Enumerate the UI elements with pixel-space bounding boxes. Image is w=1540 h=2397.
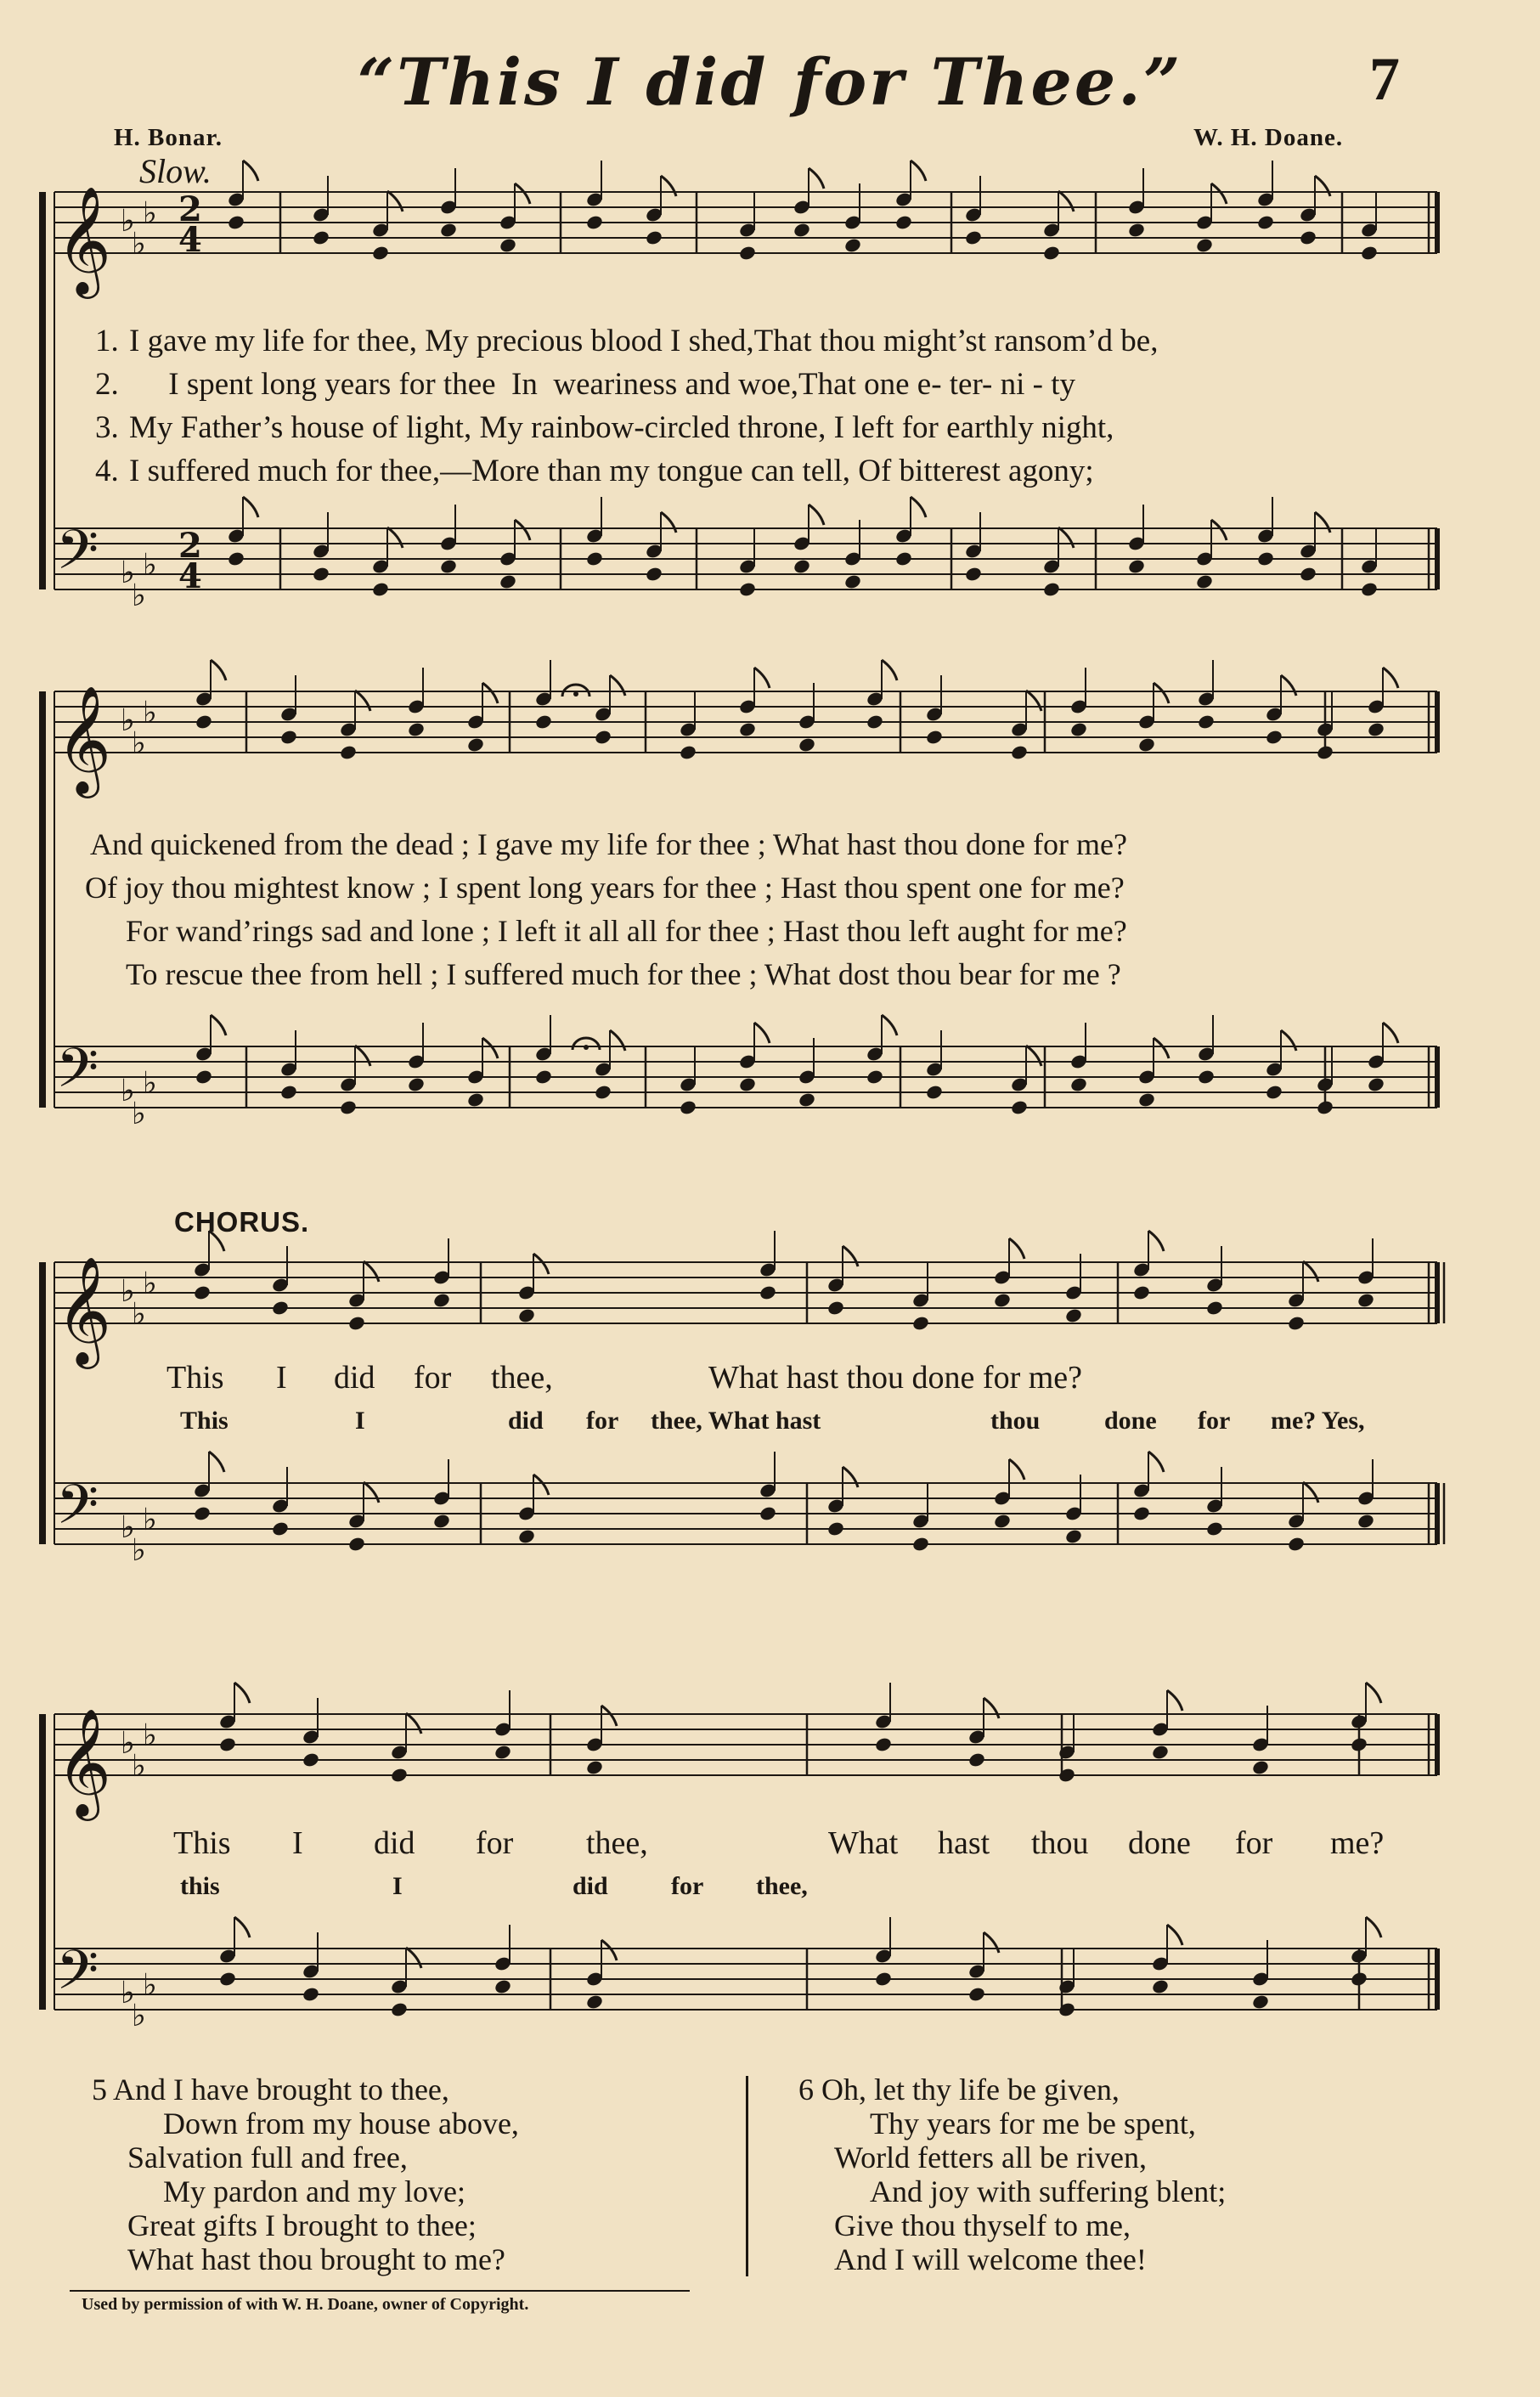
- verse-1-line-b: And quickened from the dead ; I gave my life for thee ; What hast thou done for me?: [90, 827, 1127, 861]
- stanza-5: [92, 2073, 519, 2276]
- note-head: [1064, 1307, 1083, 1324]
- stanza-line: Thy years for me be spent,: [870, 2107, 1196, 2140]
- system-4-bass-staff: [54, 1949, 1437, 2010]
- treble-clef-icon: 𝄞: [56, 1255, 112, 1364]
- note-head: [793, 558, 811, 575]
- note-head: [347, 1536, 366, 1553]
- time-signature: 4: [178, 556, 202, 596]
- note-head: [1256, 214, 1275, 231]
- stanza-line: Great gifts I brought to thee;: [127, 2208, 477, 2242]
- note-head: [1367, 1076, 1385, 1093]
- stanza-line: My pardon and my love;: [163, 2174, 465, 2208]
- chorus-bass-word: thee,: [756, 1872, 808, 1900]
- chorus-bass-word: for: [671, 1872, 704, 1900]
- note-flag: [661, 176, 676, 196]
- flat-icon: ♭: [132, 578, 146, 613]
- note-head: [195, 713, 213, 730]
- stanza-divider: [746, 2076, 748, 2276]
- note-head: [499, 573, 517, 590]
- stanza-line: And I have brought to thee,: [113, 2073, 449, 2107]
- note-head: [227, 550, 245, 567]
- verse-4-line-a: 4. I suffered much for thee,—More than my tongue can tell, Of bitterest agony;: [95, 454, 1094, 488]
- note-head: [1132, 1284, 1151, 1301]
- note-head: [1205, 1300, 1224, 1317]
- note-flag: [355, 691, 370, 711]
- note-head: [339, 1099, 358, 1116]
- note-flag: [1303, 1482, 1318, 1503]
- note-flag: [533, 1475, 549, 1495]
- note-head: [1151, 1978, 1170, 1995]
- note-flag: [209, 1452, 224, 1472]
- note-flag: [911, 497, 926, 517]
- note-flag: [610, 675, 625, 696]
- note-flag: [984, 1932, 999, 1953]
- note-head: [843, 573, 862, 590]
- flat-icon: ♭: [143, 196, 157, 231]
- note-head: [738, 1076, 757, 1093]
- note-flag: [809, 505, 824, 525]
- note-head: [1069, 1076, 1088, 1093]
- note-flag: [387, 191, 403, 212]
- note-head: [517, 1528, 536, 1545]
- note-head: [645, 229, 663, 246]
- note-head: [1069, 721, 1088, 738]
- note-flag: [882, 1015, 897, 1035]
- note-head: [227, 214, 245, 231]
- note-head: [679, 1099, 697, 1116]
- note-flag: [482, 683, 498, 703]
- note-head: [866, 713, 884, 730]
- note-head: [585, 550, 604, 567]
- flat-icon: ♭: [121, 204, 135, 239]
- note-flag: [1211, 520, 1227, 540]
- note-flag: [984, 1698, 999, 1718]
- note-head: [1251, 1759, 1270, 1776]
- note-head: [1265, 729, 1283, 746]
- note-flag: [1383, 1023, 1398, 1043]
- bass-clef-icon: 𝄢: [56, 1037, 99, 1114]
- note-flag: [1315, 176, 1330, 196]
- note-flag: [406, 1948, 421, 1968]
- note-head: [302, 1986, 320, 2003]
- note-head: [1367, 721, 1385, 738]
- stanza-line: Oh, let thy life be given,: [821, 2073, 1120, 2107]
- note-flag: [243, 161, 258, 181]
- chorus-label: CHORUS.: [174, 1206, 310, 1238]
- stanza-5-number: 5: [92, 2073, 107, 2107]
- verse-2-line-b: Of joy thou mightest know ; I spent long years for thee ; Hast thou spent one for me?: [85, 871, 1125, 905]
- note-head: [1151, 1744, 1170, 1761]
- note-flag: [211, 660, 226, 680]
- note-head: [894, 214, 913, 231]
- chorus-word: for: [414, 1360, 452, 1396]
- page-number: 7: [1369, 45, 1400, 113]
- chorus-word: thee,: [586, 1825, 648, 1861]
- note-head: [1205, 1520, 1224, 1537]
- note-head: [390, 2001, 409, 2018]
- verse-3-line-b: For wand’rings sad and lone ; I left it all all for thee ; Hast thou left aught for me?: [126, 914, 1127, 948]
- chorus-bass-word: done: [1104, 1407, 1157, 1435]
- note-flag: [601, 1706, 617, 1726]
- note-flag: [515, 520, 530, 540]
- note-head: [874, 1736, 893, 1753]
- bass-clef-icon: 𝄢: [56, 1939, 99, 2016]
- note-head: [494, 1978, 512, 1995]
- note-flag: [234, 1683, 250, 1703]
- note-head: [1251, 1994, 1270, 2011]
- note-flag: [1026, 691, 1041, 711]
- note-flag: [601, 1940, 617, 1960]
- note-flag: [387, 527, 403, 548]
- note-head: [466, 736, 485, 753]
- system-3-bass-staff: [54, 1483, 1437, 1544]
- flat-icon: ♭: [121, 1510, 135, 1545]
- stanza-line: World fetters all be riven,: [834, 2140, 1147, 2174]
- time-signature: 2: [178, 526, 202, 566]
- note-head: [534, 713, 553, 730]
- fermata-dot: [584, 1045, 589, 1050]
- note-head: [193, 1284, 212, 1301]
- note-head: [1010, 1099, 1029, 1116]
- note-flag: [234, 1917, 250, 1937]
- note-head: [1127, 222, 1146, 239]
- note-head: [1042, 245, 1061, 262]
- flat-icon: ♭: [121, 556, 135, 590]
- chorus-word: What hast thou done for me?: [708, 1360, 1083, 1396]
- note-head: [1197, 1069, 1216, 1086]
- note-head: [1058, 2001, 1076, 2018]
- chorus-word: hast: [938, 1825, 990, 1861]
- chorus-word: done: [1128, 1825, 1191, 1861]
- note-flag: [809, 168, 824, 189]
- chorus-bass-word: did: [508, 1407, 544, 1435]
- time-signature: 4: [178, 220, 202, 260]
- note-head: [534, 1069, 553, 1086]
- chorus-bass-word: this: [180, 1872, 220, 1900]
- note-head: [1287, 1536, 1306, 1553]
- note-flag: [1154, 683, 1169, 703]
- note-flag: [1281, 675, 1296, 696]
- chorus-word: did: [334, 1360, 375, 1396]
- chorus-word: me?: [1330, 1825, 1385, 1861]
- note-flag: [1154, 1038, 1169, 1058]
- verse-4-line-b: To rescue thee from hell ; I suffered much for thee ; What dost thou bear for me ?: [126, 957, 1121, 991]
- note-head: [874, 1971, 893, 1988]
- note-head: [925, 729, 944, 746]
- note-flag: [1058, 527, 1074, 548]
- note-flag: [364, 1482, 379, 1503]
- note-head: [1316, 744, 1334, 761]
- flat-icon: ♭: [143, 1266, 157, 1301]
- flat-icon: ♭: [121, 1274, 135, 1309]
- note-head: [466, 1091, 485, 1108]
- flat-icon: ♭: [121, 1074, 135, 1108]
- note-flag: [1211, 183, 1227, 204]
- note-head: [967, 1986, 986, 2003]
- note-flag: [1366, 1683, 1381, 1703]
- note-head: [1195, 237, 1214, 254]
- chorus-bass-word: I: [355, 1407, 365, 1435]
- note-head: [195, 1069, 213, 1086]
- note-head: [390, 1767, 409, 1784]
- chorus-bass-word: This: [180, 1407, 228, 1435]
- note-head: [312, 566, 330, 583]
- note-head: [866, 1069, 884, 1086]
- copyright-footnote: Used by permission of with W. H. Doane, owner of Copyright.: [82, 2295, 529, 2314]
- note-head: [1195, 573, 1214, 590]
- note-head: [1360, 245, 1379, 262]
- note-head: [679, 744, 697, 761]
- note-head: [585, 1994, 604, 2011]
- note-head: [1058, 1767, 1076, 1784]
- tempo-marking: Slow.: [139, 152, 212, 190]
- system-2-treble-staff: [54, 691, 1437, 753]
- note-head: [279, 1084, 298, 1101]
- note-flag: [1366, 1917, 1381, 1937]
- note-flag: [364, 1261, 379, 1282]
- note-head: [759, 1505, 777, 1522]
- note-head: [925, 1084, 944, 1101]
- chorus-word: for: [1235, 1825, 1273, 1861]
- bass-clef-icon: 𝄢: [56, 519, 99, 595]
- note-head: [826, 1520, 845, 1537]
- note-head: [1137, 1091, 1156, 1108]
- chorus-word: This: [166, 1360, 224, 1396]
- note-flag: [754, 1023, 770, 1043]
- note-head: [218, 1971, 237, 1988]
- note-head: [1265, 1084, 1283, 1101]
- flat-icon: ♭: [132, 1533, 146, 1568]
- flat-icon: ♭: [143, 696, 157, 730]
- footnote-rule: [70, 2290, 690, 2292]
- system-3-treble-staff: [54, 1262, 1437, 1323]
- stanza-line: And joy with suffering blent;: [870, 2174, 1227, 2208]
- note-head: [594, 1084, 612, 1101]
- stanza-line: Down from my house above,: [163, 2107, 519, 2140]
- treble-clef-icon: 𝄞: [56, 685, 112, 793]
- note-head: [347, 1315, 366, 1332]
- note-head: [911, 1536, 930, 1553]
- stanza-6-number: 6: [798, 2073, 814, 2107]
- flat-icon: ♭: [132, 227, 146, 262]
- flat-icon: ♭: [132, 1999, 146, 2033]
- note-head: [1350, 1971, 1368, 1988]
- stanza-line: Give thou thyself to me,: [834, 2208, 1131, 2242]
- note-head: [312, 229, 330, 246]
- note-flag: [1281, 1030, 1296, 1051]
- note-head: [964, 229, 983, 246]
- chorus-bass-word: thou: [990, 1407, 1041, 1435]
- chorus-word: I: [292, 1825, 303, 1861]
- note-flag: [843, 1246, 858, 1266]
- note-flag: [243, 497, 258, 517]
- note-flag: [1167, 1690, 1182, 1711]
- stanza-line: What hast thou brought to me?: [127, 2242, 505, 2276]
- note-flag: [911, 161, 926, 181]
- note-head: [439, 558, 458, 575]
- note-head: [798, 736, 816, 753]
- verse-2-line-a: 2. I spent long years for thee In weariness and woe,That one e- ter- ni - ty: [95, 367, 1076, 402]
- note-head: [993, 1513, 1012, 1530]
- note-head: [793, 222, 811, 239]
- note-head: [407, 1076, 426, 1093]
- chorus-bass-word: thee, What hast: [651, 1407, 821, 1435]
- flat-icon: ♭: [143, 1718, 157, 1753]
- note-flag: [610, 1030, 625, 1051]
- note-head: [1316, 1099, 1334, 1116]
- note-head: [759, 1284, 777, 1301]
- chorus-bass-word: I: [392, 1872, 403, 1900]
- note-flag: [661, 512, 676, 533]
- note-head: [826, 1300, 845, 1317]
- note-head: [1357, 1513, 1375, 1530]
- flat-icon: ♭: [121, 1976, 135, 2011]
- chorus-word: thou: [1031, 1825, 1089, 1861]
- note-head: [494, 1744, 512, 1761]
- note-flag: [843, 1467, 858, 1487]
- note-flag: [882, 660, 897, 680]
- note-head: [894, 550, 913, 567]
- fermata-dot: [573, 691, 578, 697]
- note-head: [432, 1513, 451, 1530]
- note-head: [967, 1751, 986, 1768]
- stanza-line: Salvation full and free,: [127, 2140, 408, 2174]
- note-head: [1299, 229, 1317, 246]
- note-head: [1127, 558, 1146, 575]
- composer: W. H. Doane.: [1193, 124, 1344, 151]
- note-head: [964, 566, 983, 583]
- lyricist: H. Bonar.: [114, 124, 223, 151]
- note-head: [371, 581, 390, 598]
- note-head: [439, 222, 458, 239]
- note-flag: [1148, 1231, 1164, 1251]
- note-head: [594, 729, 612, 746]
- note-head: [911, 1315, 930, 1332]
- stanza-line: And I will welcome thee!: [834, 2242, 1147, 2276]
- note-head: [1360, 581, 1379, 598]
- note-head: [993, 1292, 1012, 1309]
- hymn-title: “This I did for Thee.”: [357, 44, 1183, 120]
- chorus-word: did: [374, 1825, 415, 1861]
- note-head: [339, 744, 358, 761]
- system-4-treble-staff: [54, 1714, 1437, 1775]
- note-head: [798, 1091, 816, 1108]
- flat-icon: ♭: [132, 726, 146, 761]
- note-flag: [1303, 1261, 1318, 1282]
- note-head: [371, 245, 390, 262]
- note-head: [738, 581, 757, 598]
- note-head: [271, 1300, 290, 1317]
- verse-3-line-a: 3. My Father’s house of light, My rainbow-circled throne, I left for earthly night,: [95, 410, 1114, 445]
- chorus-word: for: [476, 1825, 514, 1861]
- note-head: [738, 721, 757, 738]
- note-flag: [754, 668, 770, 688]
- flat-icon: ♭: [132, 1097, 146, 1131]
- chorus-bass-word: for: [586, 1407, 619, 1435]
- note-head: [585, 214, 604, 231]
- note-head: [1256, 550, 1275, 567]
- treble-clef-icon: 𝄞: [56, 1707, 112, 1816]
- note-head: [432, 1292, 451, 1309]
- note-head: [407, 721, 426, 738]
- note-head: [1299, 566, 1317, 583]
- note-flag: [1315, 512, 1330, 533]
- note-head: [1350, 1736, 1368, 1753]
- flat-icon: ♭: [143, 1503, 157, 1537]
- note-flag: [1058, 191, 1074, 212]
- flat-icon: ♭: [132, 1297, 146, 1332]
- note-flag: [406, 1713, 421, 1734]
- note-head: [218, 1736, 237, 1753]
- note-head: [1137, 736, 1156, 753]
- note-head: [1064, 1528, 1083, 1545]
- chorus-word: This: [173, 1825, 231, 1861]
- note-head: [271, 1520, 290, 1537]
- note-head: [1287, 1315, 1306, 1332]
- note-flag: [355, 1046, 370, 1066]
- flat-icon: ♭: [143, 1066, 157, 1101]
- note-flag: [1383, 668, 1398, 688]
- treble-clef-icon: 𝄞: [56, 185, 112, 294]
- note-head: [193, 1505, 212, 1522]
- note-head: [1010, 744, 1029, 761]
- note-flag: [515, 183, 530, 204]
- note-head: [645, 566, 663, 583]
- bass-clef-icon: 𝄢: [56, 1474, 99, 1550]
- note-head: [843, 237, 862, 254]
- system-2-bass-staff: [54, 1046, 1437, 1108]
- chorus-word: I: [276, 1360, 287, 1396]
- note-flag: [1026, 1046, 1041, 1066]
- flat-icon: ♭: [132, 1749, 146, 1784]
- note-head: [499, 237, 517, 254]
- chorus-word: What: [828, 1825, 899, 1861]
- note-flag: [533, 1254, 549, 1274]
- note-head: [1132, 1505, 1151, 1522]
- note-head: [738, 245, 757, 262]
- note-head: [1357, 1292, 1375, 1309]
- note-flag: [1009, 1459, 1024, 1480]
- note-head: [279, 729, 298, 746]
- note-flag: [482, 1038, 498, 1058]
- stanza-6: [798, 2073, 1226, 2276]
- note-flag: [1167, 1925, 1182, 1945]
- note-head: [1197, 713, 1216, 730]
- chorus-bass-word: did: [573, 1872, 608, 1900]
- note-head: [1042, 581, 1061, 598]
- flat-icon: ♭: [121, 703, 135, 738]
- note-head: [585, 1759, 604, 1776]
- chorus-bass-word: for: [1198, 1407, 1231, 1435]
- chorus-word: thee,: [491, 1360, 553, 1396]
- system-1-treble-staff: [54, 192, 1437, 253]
- note-flag: [211, 1015, 226, 1035]
- system-1-bass-staff: [54, 528, 1437, 589]
- chorus-bass-word: me? Yes,: [1271, 1407, 1365, 1435]
- verse-1-line-a: 1. I gave my life for thee, My precious blood I shed,That thou might’st ransom’d be,: [95, 324, 1159, 358]
- note-head: [302, 1751, 320, 1768]
- note-flag: [1009, 1238, 1024, 1259]
- time-signature: 2: [178, 189, 202, 229]
- note-head: [517, 1307, 536, 1324]
- note-flag: [1148, 1452, 1164, 1472]
- flat-icon: ♭: [143, 548, 157, 583]
- flat-icon: ♭: [143, 1968, 157, 2003]
- flat-icon: ♭: [121, 1726, 135, 1761]
